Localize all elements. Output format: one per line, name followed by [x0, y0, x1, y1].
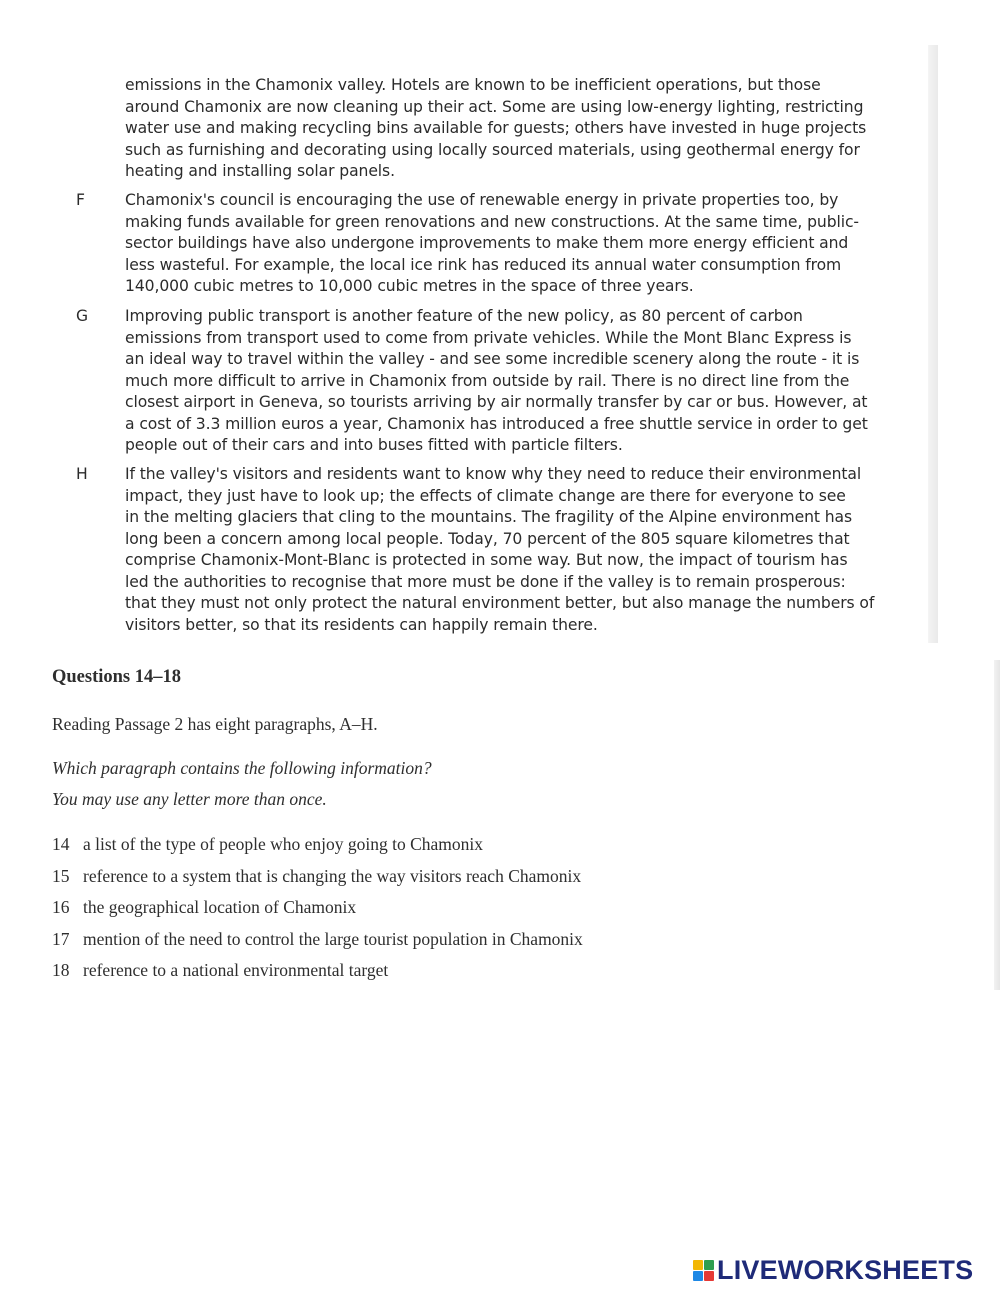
question-text: the geographical location of Chamonix — [83, 897, 357, 917]
text-line: that they must not only protect the natural environment better, but also manage the numbers of — [125, 594, 875, 612]
text-line: in the melting glaciers that cling to the mountains. The fragility of the Alpine environment has — [125, 508, 853, 526]
text-line: If the valley's visitors and residents want to know why they need to reduce their environmental — [125, 465, 862, 483]
question-item-15 — [52, 864, 581, 888]
liveworksheets-grid-icon — [693, 1260, 714, 1281]
logo-square — [704, 1260, 714, 1270]
text-line: water use and making recycling bins available for guests; others have invested in huge projects — [125, 119, 867, 137]
paragraph-letter-f: F — [76, 191, 85, 209]
scan-edge-shadow — [994, 660, 1000, 990]
text-line: a cost of 3.3 million euros a year, Chamonix has introduced a free shuttle service in order to get — [125, 414, 868, 433]
text-line: visitors better, so that its residents can happily remain there. — [125, 615, 598, 634]
question-item-14 — [52, 832, 483, 856]
questions-heading: Questions 14–18 — [52, 667, 182, 687]
text-line: emissions from transport used to come from private vehicles. While the Mont Blanc Express is — [125, 328, 852, 347]
logo-square — [704, 1271, 714, 1281]
question-text: reference to a national environmental target — [83, 960, 389, 980]
text-line: led the authorities to recognise that more must be done if the valley is to remain prosperous: — [125, 572, 846, 591]
text-line: comprise Chamonix-Mont-Blanc is protected in some way. But now, the impact of tourism has — [125, 551, 848, 569]
paragraph-continuation — [125, 75, 915, 183]
text-line: making funds available for green renovations and new constructions. At the same time, public- — [125, 212, 859, 231]
text-line: 140,000 cubic metres to 10,000 cubic metres in the space of three years. — [125, 277, 694, 295]
question-text: reference to a system that is changing the way visitors reach Chamonix — [83, 866, 582, 886]
logo-square — [693, 1271, 703, 1281]
liveworksheets-logo — [693, 1255, 973, 1285]
question-number: 15 — [52, 866, 70, 886]
question-number: 14 — [52, 834, 70, 854]
paragraph-g — [125, 306, 915, 457]
question-item-16 — [52, 895, 356, 919]
text-line: sector buildings have also undergone improvements to make them more energy efficient and — [125, 234, 849, 252]
text-line: heating and installing solar panels. — [125, 162, 395, 180]
question-text: a list of the type of people who enjoy going to Chamonix — [83, 834, 484, 854]
question-text: mention of the need to control the large tourist population in Chamonix — [83, 929, 583, 949]
text-line: such as furnishing and decorating using locally sourced materials, using geothermal energy for — [125, 140, 860, 159]
questions-instruction: Which paragraph contains the following information? — [52, 758, 432, 778]
question-number: 16 — [52, 897, 70, 917]
question-item-18 — [52, 958, 388, 982]
text-line: less wasteful. For example, the local ice rink has reduced its annual water consumption from — [125, 255, 842, 274]
question-item-17 — [52, 927, 583, 951]
text-line: Improving public transport is another feature of the new policy, as 80 percent of carbon — [125, 307, 803, 325]
text-line: emissions in the Chamonix valley. Hotels are known to be inefficient operations, but those — [125, 76, 821, 94]
scan-edge-shadow — [928, 45, 938, 643]
question-number: 18 — [52, 960, 70, 980]
question-number: 17 — [52, 929, 70, 949]
logo-square — [693, 1260, 703, 1270]
paragraph-f — [125, 190, 915, 298]
text-line: long been a concern among local people. Today, 70 percent of the 805 square kilometres that — [125, 529, 850, 548]
text-line: an ideal way to travel within the valley - and see some incredible scenery along the route - it is — [125, 350, 860, 368]
questions-intro: Reading Passage 2 has eight paragraphs, A–H. — [52, 714, 378, 734]
paragraph-letter-h: H — [76, 465, 88, 483]
text-line: Chamonix's council is encouraging the use of renewable energy in private properties too, by — [125, 191, 839, 209]
text-line: closest airport in Geneva, so tourists arriving by air normally transfer by car or bus. However, at — [125, 393, 868, 411]
text-line: around Chamonix are now cleaning up their act. Some are using low-energy lighting, restricting — [125, 97, 864, 116]
text-line: people out of their cars and into buses fitted with particle filters. — [125, 436, 623, 454]
paragraph-h — [125, 464, 915, 636]
paragraph-letter-g: G — [76, 307, 89, 325]
text-line: impact, they just have to look up; the effects of climate change are there for everyone to see — [125, 486, 846, 505]
text-line: much more difficult to arrive in Chamonix from outside by rail. There is no direct line from the — [125, 371, 850, 390]
logo-text: LIVEWORKSHEETS — [717, 1254, 974, 1285]
questions-instruction-note: You may use any letter more than once. — [52, 789, 327, 809]
